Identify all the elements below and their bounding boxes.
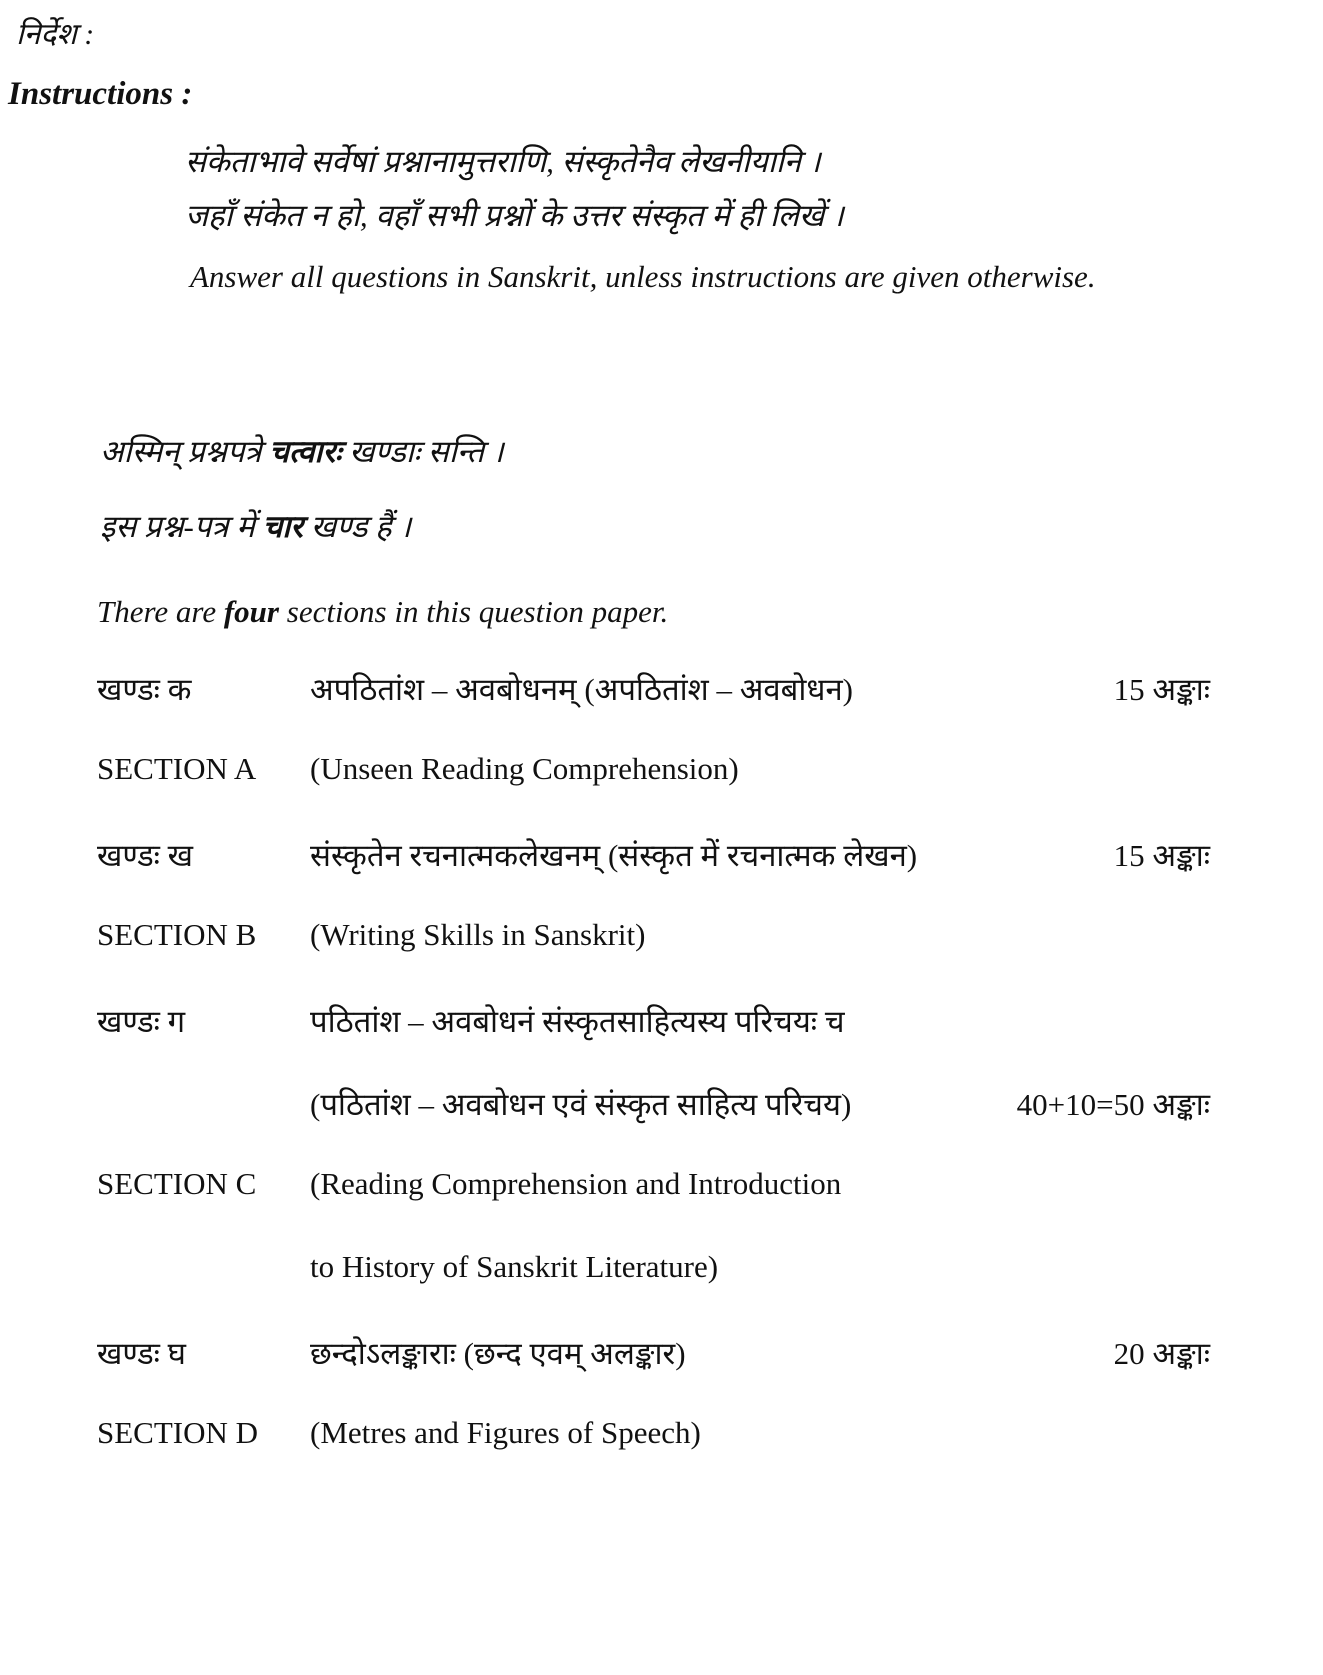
sections-intro-english-post: sections in this question paper. <box>279 594 669 629</box>
table-row <box>97 834 1210 917</box>
section-label: खण्डः घ <box>97 1336 187 1371</box>
section-label: खण्डः ख <box>97 838 194 873</box>
table-row <box>97 917 1210 1000</box>
section-title: पठितांश – अवबोधनं संस्कृतसाहित्यस्य परिचयः च <box>310 1004 845 1039</box>
sections-intro-english <box>97 594 668 630</box>
section-title: अपठितांश – अवबोधनम् (अपठितांश – अवबोधन) <box>310 672 853 707</box>
sections-intro-english-bold: four <box>223 594 279 629</box>
table-row <box>97 1415 1210 1498</box>
heading-nirdesh: निर्देश : <box>16 18 95 51</box>
section-title: संस्कृतेन रचनात्मकलेखनम् (संस्कृत में रचनात्मक लेखन) <box>310 838 918 873</box>
section-marks: 40+10=50 अङ्काः <box>1016 1087 1210 1122</box>
section-label: खण्डः ग <box>97 1004 186 1039</box>
table-row <box>97 751 1210 834</box>
section-marks: 15 अङ्काः <box>1113 838 1210 873</box>
table-row <box>97 1000 1210 1083</box>
instruction-line-english: Answer all questions in Sanskrit, unless instructions are given otherwise. <box>190 259 1096 294</box>
table-row <box>97 1166 1210 1249</box>
section-marks: 15 अङ्काः <box>1113 672 1210 707</box>
table-row <box>97 1332 1210 1415</box>
section-marks: 20 अङ्काः <box>1113 1336 1210 1371</box>
section-overview-table <box>97 668 1210 1498</box>
section-title: (Writing Skills in Sanskrit) <box>310 917 646 952</box>
section-title: (पठितांश – अवबोधन एवं संस्कृत साहित्य परिचय) <box>310 1087 852 1122</box>
table-row <box>97 1249 1210 1332</box>
sections-intro-sanskrit-pre: अस्मिन् प्रश्नपत्रे <box>100 434 270 469</box>
instruction-line-hindi: जहाँ संकेत न हो, वहाँ सभी प्रश्नों के उत्तर संस्कृत में ही लिखें । <box>185 198 844 233</box>
sections-intro-hindi-pre: इस प्रश्न-पत्र में <box>100 509 263 544</box>
sections-intro-english-pre: There are <box>97 594 224 629</box>
sections-intro-sanskrit-post: खण्डाः सन्ति । <box>341 434 504 469</box>
sections-intro-hindi-post: खण्ड हैं । <box>302 509 412 544</box>
table-row <box>97 668 1210 751</box>
section-title: छन्दोऽलङ्काराः (छन्द एवम् अलङ्कार) <box>310 1336 686 1371</box>
table-row <box>97 1083 1210 1166</box>
section-title: (Reading Comprehension and Introduction <box>310 1166 842 1201</box>
section-label: SECTION B <box>97 917 257 952</box>
section-label: SECTION A <box>97 751 257 786</box>
section-title: to History of Sanskrit Literature) <box>310 1249 719 1284</box>
sections-intro-sanskrit-bold: चत्वारः <box>269 434 342 469</box>
section-title: (Unseen Reading Comprehension) <box>310 751 739 786</box>
sections-intro-sanskrit <box>100 430 504 472</box>
heading-instructions: Instructions : <box>8 76 193 112</box>
section-title: (Metres and Figures of Speech) <box>310 1415 701 1450</box>
sections-intro-hindi-bold: चार <box>262 509 303 544</box>
section-label: SECTION D <box>97 1415 259 1450</box>
sections-intro-hindi <box>100 505 411 547</box>
section-label: SECTION C <box>97 1166 257 1201</box>
section-label: खण्डः क <box>97 672 192 707</box>
instruction-line-sanskrit: संकेताभावे सर्वेषां प्रश्नानामुत्तराणि, संस्कृतेनैव लेखनीयानि । <box>185 144 821 179</box>
